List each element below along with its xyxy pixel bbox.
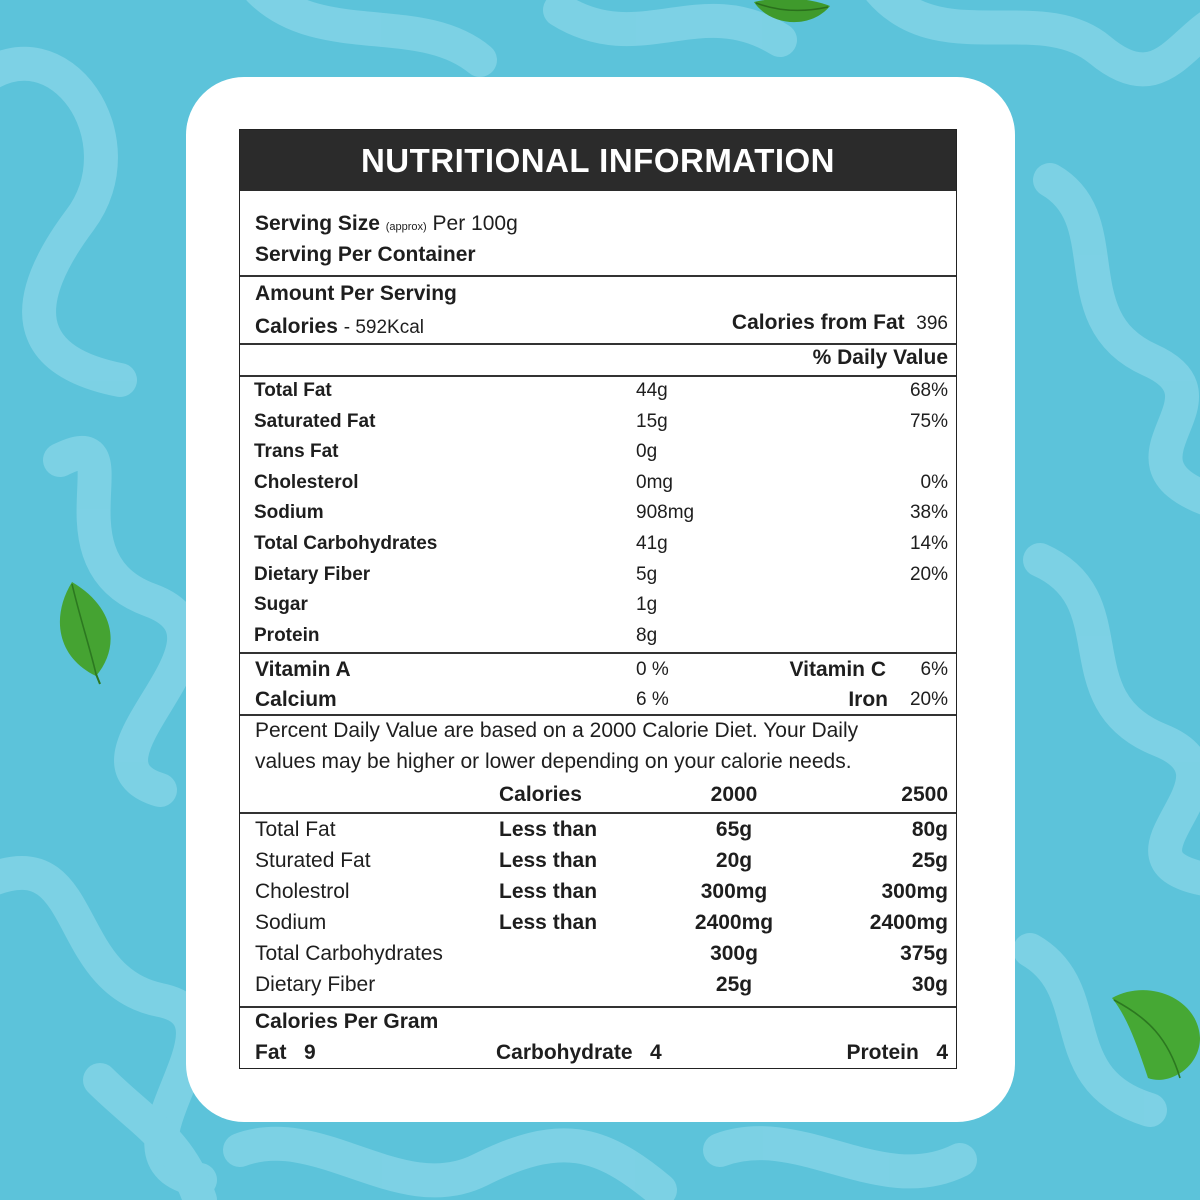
reference-value-2500: 375g [900,942,948,965]
iron-value: 20% [909,689,948,710]
protein-label: Protein [846,1041,919,1064]
ref-header-calories: Calories [499,783,582,806]
calories-value: - 592Kcal [343,317,424,338]
nutrient-amount: 908mg [636,502,695,523]
carbohydrate-value: 4 [650,1041,662,1064]
reference-limit: Less than [499,911,598,934]
vitamin-a-value: 0 % [636,659,669,680]
nutrient-name: Cholesterol [254,472,359,493]
reference-value-2000: 65g [715,818,753,841]
nutrient-amount: 0mg [636,472,673,493]
reference-value-2000: 2400mg [694,911,774,934]
reference-value-2000: 25g [715,973,753,996]
calories-from-fat-value: 396 [916,313,948,334]
divider [240,375,956,377]
protein-value: 4 [936,1041,948,1064]
calories-from-fat-label: Calories from Fat [731,311,905,334]
divider [240,652,956,654]
leaf-icon [1108,978,1200,1086]
protein-per-gram [846,1041,948,1065]
reference-nutrient-name: Sturated Fat [255,849,371,872]
serving-per-container-label: Serving Per Container [255,243,476,266]
calories-per-gram-label: Calories Per Gram [255,1010,439,1033]
serving-size-value: Per 100g [432,212,518,235]
carbohydrate-label: Carbohydrate [496,1041,633,1064]
nutrient-name: Sodium [254,502,324,523]
divider [240,275,956,277]
reference-limit: Less than [499,818,598,841]
divider [240,812,956,814]
reference-value-2000: 20g [715,849,753,872]
calories-line [255,315,424,339]
footnote-line-2: values may be higher or lower depending on your calorie needs. [255,750,852,773]
nutrient-daily-value: 75% [909,411,948,432]
label-title: NUTRITIONAL INFORMATION [240,130,956,191]
nutrient-name: Saturated Fat [254,411,376,432]
calcium-label: Calcium [255,688,337,711]
nutrient-daily-value: 0% [920,472,948,493]
vitamin-c-label: Vitamin C [789,658,886,681]
nutrient-name: Protein [254,625,320,646]
nutrition-label [239,129,957,1069]
divider [240,714,956,716]
leaf-icon [750,0,834,26]
calories-label: Calories [255,315,338,338]
reference-nutrient-name: Cholestrol [255,880,350,903]
serving-size-note: (approx) [385,221,427,233]
iron-label: Iron [848,688,888,711]
leaf-icon [50,578,122,686]
reference-value-2500: 300mg [881,880,948,903]
reference-value-2500: 2400mg [869,911,948,934]
reference-nutrient-name: Total Carbohydrates [255,942,443,965]
daily-value-label: % Daily Value [812,346,948,369]
nutrient-name: Sugar [254,594,308,615]
footnote-line-1: Percent Daily Value are based on a 2000 Calorie Diet. Your Daily [255,719,859,742]
reference-value-2000: 300mg [700,880,768,903]
divider [240,343,956,345]
nutrient-amount: 5g [636,564,658,585]
serving-size-line [255,212,518,236]
divider [240,1006,956,1008]
vitamin-a-label: Vitamin A [255,658,351,681]
serving-size-label: Serving Size [255,212,380,235]
reference-limit: Less than [499,849,598,872]
reference-nutrient-name: Sodium [255,911,327,934]
nutrient-name: Total Fat [254,380,332,401]
nutrient-daily-value: 38% [909,502,948,523]
nutrient-daily-value: 14% [909,533,948,554]
nutrient-amount: 41g [636,533,668,554]
carbohydrate-per-gram [496,1041,662,1065]
reference-value-2500: 25g [911,849,948,872]
ref-header-2000: 2000 [710,783,758,806]
reference-nutrient-name: Total Fat [255,818,336,841]
nutrient-amount: 0g [636,441,658,462]
nutrient-amount: 15g [636,411,668,432]
fat-label: Fat [255,1041,287,1064]
nutrient-name: Trans Fat [254,441,339,462]
reference-limit: Less than [499,880,598,903]
nutrient-amount: 44g [636,380,668,401]
fat-per-gram [255,1041,316,1065]
nutrient-daily-value: 68% [909,380,948,401]
reference-nutrient-name: Dietary Fiber [255,973,376,996]
reference-value-2000: 300g [710,942,758,965]
nutrient-name: Dietary Fiber [254,564,371,585]
nutrient-amount: 1g [636,594,658,615]
calcium-value: 6 % [636,689,669,710]
nutrient-name: Total Carbohydrates [254,533,438,554]
calories-from-fat-line [732,311,948,335]
nutrient-daily-value: 20% [909,564,948,585]
fat-value: 9 [304,1041,316,1064]
vitamin-c-value: 6% [920,659,948,680]
amount-per-serving-label: Amount Per Serving [255,282,457,305]
reference-value-2500: 30g [911,973,948,996]
nutrient-amount: 8g [636,625,658,646]
reference-value-2500: 80g [911,818,948,841]
ref-header-2500: 2500 [901,783,948,806]
